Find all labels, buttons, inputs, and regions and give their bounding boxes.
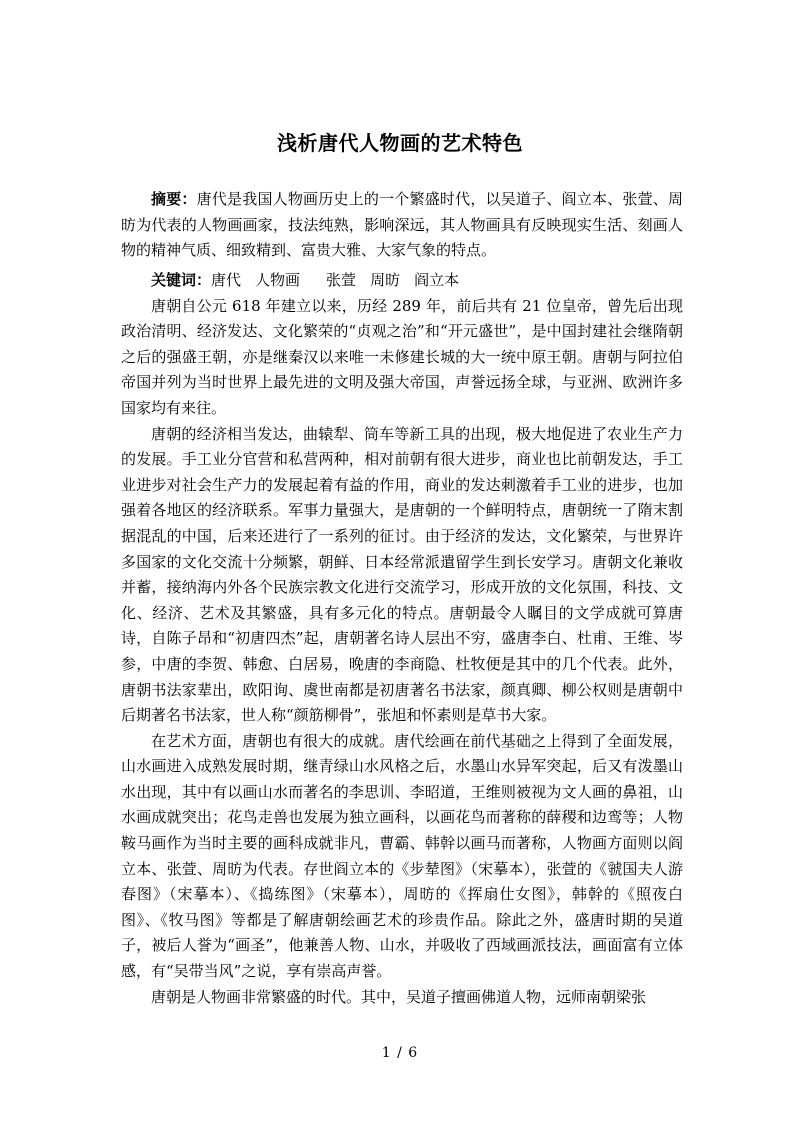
keyword: 阎立本 — [414, 271, 460, 289]
abstract-text: 唐代是我国人物画历史上的一个繁盛时代，以吴道子、阎立本、张萱、周昉为代表的人物画画家，技法纯熟，影响深远，其人物画具有反映现实生活、刻画人物的精神气质、细致精到、富贵大雅、大家气象的特点。 — [121, 190, 683, 260]
abstract-label: 摘要： — [151, 190, 197, 208]
document-title: 浅析唐代人物画的艺术特色 — [277, 131, 523, 155]
body-paragraph: 在艺术方面，唐朝也有很大的成就。唐代绘画在前代基础之上得到了全面发展，山水画进入成熟发展时期，继青绿山水风格之后，水墨山水异军突起，后又有泼墨山水出现，其中有以画山水而著名的李思训、李昭道，王维则被视为文人画的鼻祖，山水画成就突出；花鸟走兽也发展为独立画科，以画花鸟而著称的薛稷和边鸾等；人物鞍马画作为当时主要的画科成就非凡，曹霸、韩幹以画马而著称，人物画方面则以阎立本、张萱、周昉为代表。存世阎立本的《步辇图》（宋摹本），张萱的《虢国夫人游春图》（宋摹本）、《捣练图》（宋摹本），周昉的《挥扇仕女图》，韩幹的《照夜白图》、《牧马图》等都是了解唐朝绘画艺术的珍贵作品。除此之外，盛唐时期的吴道子，被后人誉为“画圣”，他兼善人物、山水，并吸收了西域画派技法，画面富有立体感，有“吴带当风”之说，享有崇高声誉。 — [121, 731, 683, 981]
keywords-label: 关键词： — [151, 271, 212, 289]
abstract-section — [121, 187, 683, 264]
main-body — [121, 268, 683, 1010]
body-paragraph: 唐朝自公元 618 年建立以来，历经 289 年，前后共有 21 位皇帝，曾先后出现政治清明、经济发达、文化繁荣的“贞观之治”和“开元盛世”，是中国封建社会继隋朝之后的强盛王朝，亦是继秦汉以来唯一未修建长城的大一统中原王朝。唐朝与阿拉伯帝国并列为当时世界上最先进的文明及强大帝国，声誉远扬全球，与亚洲、欧洲许多国家均有来往。 — [121, 296, 683, 417]
keywords-line — [121, 268, 683, 294]
body-paragraph: 唐朝是人物画非常繁盛的时代。其中，吴道子擅画佛道人物，远师南朝梁张 — [151, 987, 647, 1006]
page-number: 1 / 6 — [381, 1045, 419, 1061]
keyword: 周昉 — [370, 271, 401, 289]
body-paragraph: 唐朝的经济相当发达，曲辕犁、筒车等新工具的出现，极大地促进了农业生产力的发展。手工业分官营和私营两种，相对前朝有很大进步，商业也比前朝发达，手工业进步对社会生产力的发展起着有益的作用，商业的发达刺激着手工业的进步，也加强着各地区的经济联系。军事力量强大，是唐朝的一个鲜明特点，唐朝统一了隋末割据混乱的中国，后来还进行了一系列的征讨。由于经济的发达，文化繁荣，与世界许多国家的文化交流十分频繁，朝鲜、日本经常派遣留学生到长安学习。唐朝文化兼收并蓄，接纳海内外各个民族宗教文化进行交流学习，形成开放的文化氛围，科技、文化、经济、艺术及其繁盛，具有多元化的特点。唐朝最令人瞩目的文学成就可算唐诗，自陈子昂和“初唐四杰”起，唐朝著名诗人层出不穷，盛唐李白、杜甫、王维、岑参，中唐的李贺、韩愈、白居易，晚唐的李商隐、杜牧便是其中的几个代表。此外，唐朝书法家辈出，欧阳询、虞世南都是初唐著名书法家，颜真卿、柳公权则是唐朝中后期著名书法家，世人称“颜筋柳骨”，张旭和怀素则是草书大家。 — [121, 424, 683, 725]
keyword: 人物画 — [255, 271, 301, 289]
keyword: 唐代 — [211, 271, 242, 289]
keyword: 张萱 — [326, 271, 357, 289]
abstract-paragraph — [121, 187, 683, 264]
